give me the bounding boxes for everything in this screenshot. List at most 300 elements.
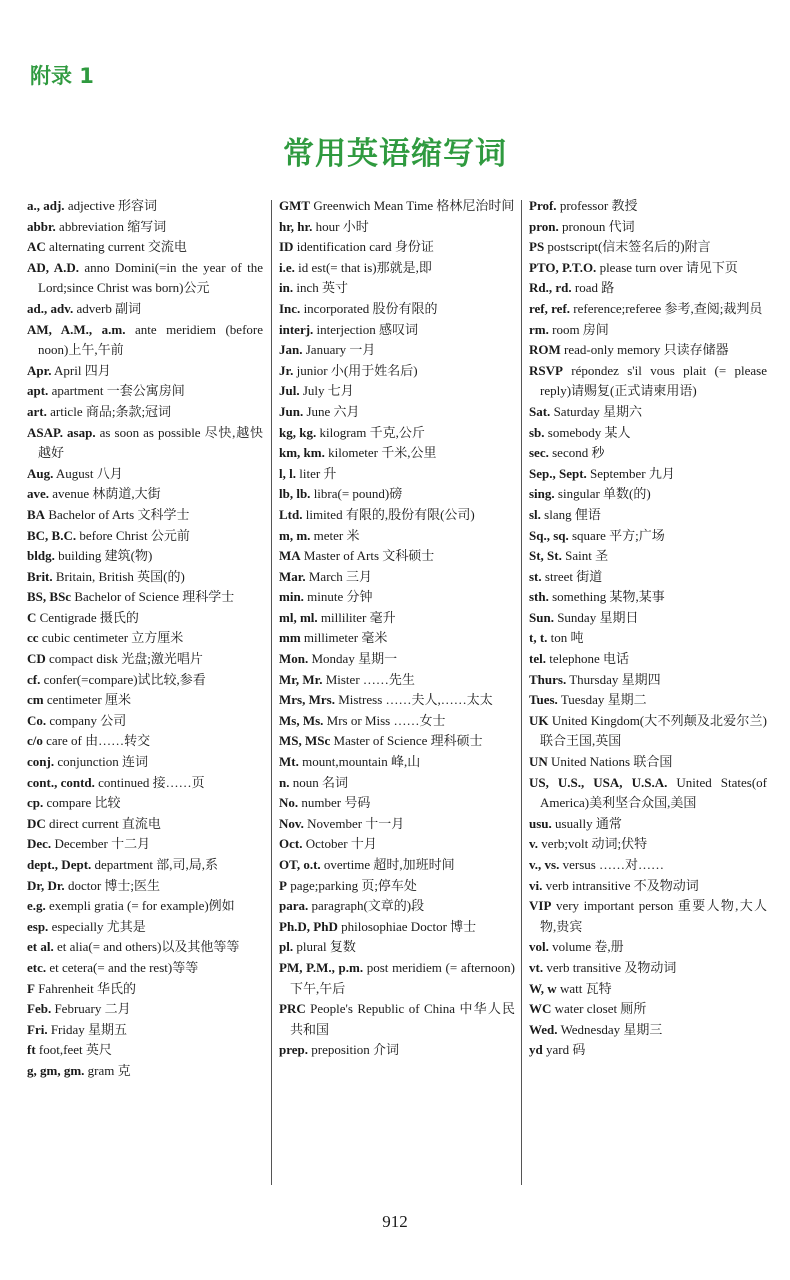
- abbreviation-term: conj.: [27, 754, 55, 770]
- abbreviation-entry: [529, 834, 767, 855]
- abbreviation-definition: please turn over 请见下页: [599, 259, 738, 275]
- abbreviation-entry: [529, 484, 767, 505]
- abbreviation-entry: [27, 649, 263, 670]
- abbreviation-entry: [27, 1040, 263, 1061]
- abbreviation-term: para.: [279, 898, 309, 914]
- abbreviation-entry: [279, 526, 515, 547]
- abbreviation-definition: November 十一月: [307, 815, 405, 831]
- abbreviation-definition: February 二月: [54, 1001, 131, 1017]
- abbreviation-term: Dec.: [27, 836, 52, 852]
- abbreviation-entry: [279, 443, 515, 464]
- abbreviation-definition: number 号码: [301, 795, 371, 811]
- abbreviation-definition: yard 码: [545, 1042, 586, 1058]
- abbreviation-definition: incorporated 股份有限的: [303, 300, 438, 316]
- abbreviation-entry: [27, 752, 263, 773]
- abbreviation-definition: kilogram 千克,公斤: [319, 424, 425, 440]
- abbreviation-entry: [529, 546, 767, 567]
- abbreviation-term: min.: [279, 589, 304, 605]
- abbreviation-term: interj.: [279, 321, 314, 337]
- abbreviation-definition: United Nations 联合国: [551, 754, 673, 770]
- abbreviation-definition: Monday 星期一: [311, 651, 398, 667]
- abbreviation-definition: millimeter 毫米: [303, 630, 388, 646]
- abbreviation-entry: [529, 896, 767, 937]
- abbreviation-definition: room 房间: [552, 321, 609, 337]
- abbreviation-entry: [27, 526, 263, 547]
- abbreviation-term: sl.: [529, 506, 541, 522]
- abbreviation-definition: inch 英寸: [296, 280, 348, 296]
- abbreviation-definition: People's Republic of China 中华人民共和国: [290, 1001, 516, 1037]
- appendix-label: 附录 1: [30, 64, 94, 88]
- abbreviation-definition: volume 卷,册: [552, 939, 624, 955]
- abbreviation-term: Mt.: [279, 754, 299, 770]
- abbreviation-term: st.: [529, 568, 542, 584]
- abbreviation-entry: [529, 690, 767, 711]
- abbreviation-entry: [529, 958, 767, 979]
- abbreviation-definition: March 三月: [308, 568, 373, 584]
- abbreviation-term: US, U.S., USA, U.S.A.: [529, 774, 668, 790]
- abbreviation-term: m, m.: [279, 527, 311, 543]
- abbreviation-entry: [27, 1020, 263, 1041]
- abbreviation-term: hr, hr.: [279, 218, 313, 234]
- abbreviation-term: W, w: [529, 980, 557, 996]
- abbreviation-term: Jan.: [279, 342, 303, 358]
- abbreviation-definition: Master of Science 理科硕士: [333, 733, 483, 749]
- abbreviation-definition: id est(= that is)那就是,即: [298, 259, 432, 275]
- abbreviation-entry: [529, 320, 767, 341]
- abbreviation-term: in.: [279, 280, 294, 296]
- abbreviation-entry: [27, 217, 263, 238]
- abbreviation-entry: [27, 937, 263, 958]
- abbreviation-term: Sq., sq.: [529, 527, 569, 543]
- abbreviation-term: Ltd.: [279, 506, 303, 522]
- abbreviation-definition: foot,feet 英尺: [38, 1042, 112, 1058]
- abbreviation-definition: December 十二月: [54, 836, 151, 852]
- abbreviation-definition: United Kingdom(大不列颠及北爱尔兰)联合王国,英国: [540, 712, 767, 749]
- abbreviation-entry: [279, 628, 515, 649]
- abbreviation-entry: [27, 505, 263, 526]
- abbreviation-entry: [27, 320, 263, 361]
- abbreviation-term: UK: [529, 712, 549, 728]
- abbreviation-entry: [529, 773, 767, 814]
- abbreviation-entry: [529, 814, 767, 835]
- abbreviation-term: AM, A.M., a.m.: [27, 321, 126, 337]
- abbreviation-definition: noun 名词: [292, 774, 348, 790]
- abbreviation-entry: [27, 793, 263, 814]
- abbreviation-term: Mon.: [279, 651, 309, 667]
- abbreviation-definition: adjective 形容词: [67, 198, 157, 213]
- abbreviation-entry: [27, 258, 263, 299]
- abbreviation-entry: [279, 917, 515, 938]
- abbreviation-term: MS, MSc: [279, 733, 331, 749]
- abbreviation-term: cc: [27, 630, 39, 646]
- abbreviation-entry: [279, 237, 515, 258]
- abbreviation-definition: junior 小(用于姓名后): [296, 362, 418, 378]
- abbreviation-definition: mount,mountain 峰,山: [302, 754, 421, 770]
- abbreviation-entry: [529, 299, 767, 320]
- abbreviation-entry: [529, 649, 767, 670]
- abbreviation-entry: [529, 670, 767, 691]
- page-title: 常用英语缩写词: [283, 136, 507, 172]
- abbreviation-definition: overtime 超时,加班时间: [323, 857, 455, 872]
- abbreviation-definition: article 商品;条款;冠词: [50, 403, 172, 419]
- abbreviation-term: Nov.: [279, 815, 304, 831]
- abbreviation-entry: [279, 855, 515, 876]
- abbreviation-entry: [529, 443, 767, 464]
- abbreviation-entry: [279, 896, 515, 917]
- abbreviation-term: Ph.D, PhD: [279, 918, 338, 934]
- abbreviation-entry: [529, 196, 767, 217]
- abbreviation-term: No.: [279, 795, 299, 811]
- abbreviation-term: ml, ml.: [279, 609, 318, 625]
- abbreviation-definition: reference;referee 参考,查阅;裁判员: [573, 300, 763, 316]
- abbreviation-entry: [279, 546, 515, 567]
- abbreviation-definition: usually 通常: [555, 815, 622, 831]
- abbreviation-term: etc.: [27, 959, 47, 975]
- abbreviation-term: CD: [27, 651, 46, 667]
- abbreviation-definition: identification card 身份证: [296, 239, 434, 255]
- abbreviation-term: ad., adv.: [27, 300, 74, 316]
- abbreviation-entry: [27, 587, 263, 608]
- abbreviation-definition: watt 瓦特: [559, 980, 612, 996]
- abbreviation-entry: [279, 505, 515, 526]
- abbreviation-entry: [529, 1040, 767, 1061]
- abbreviation-term: dept., Dept.: [27, 857, 92, 872]
- abbreviation-term: km, km.: [279, 445, 325, 461]
- abbreviation-definition: water closet 厕所: [554, 1001, 647, 1017]
- abbreviation-entry: [529, 526, 767, 547]
- abbreviation-entry: [529, 937, 767, 958]
- abbreviation-term: ref, ref.: [529, 300, 571, 316]
- abbreviation-entry: [27, 381, 263, 402]
- abbreviation-definition: preposition 介词: [311, 1042, 400, 1058]
- abbreviation-definition: pronoun 代词: [562, 218, 635, 234]
- abbreviation-definition: Master of Arts 文科硕士: [303, 548, 435, 564]
- abbreviation-term: vol.: [529, 939, 549, 955]
- abbreviation-term: Inc.: [279, 300, 301, 316]
- abbreviation-term: MA: [279, 548, 301, 564]
- abbreviation-definition: somebody 某人: [547, 424, 631, 440]
- abbreviation-entry: [27, 237, 263, 258]
- abbreviation-definition: philosophiae Doctor 博士: [341, 918, 477, 934]
- abbreviation-definition: répondez s'il vous plait (= please reply)请赐复(正式请柬用语): [540, 362, 767, 399]
- abbreviation-entry: [279, 731, 515, 752]
- page-number: 912: [382, 1212, 408, 1231]
- abbreviation-definition: Friday 星期五: [50, 1021, 128, 1037]
- abbreviation-definition: adverb 副词: [76, 300, 142, 316]
- abbreviation-entry: [279, 340, 515, 361]
- abbreviation-entry: [279, 834, 515, 855]
- abbreviation-term: P: [279, 877, 287, 893]
- abbreviation-definition: kilometer 千米,公里: [328, 445, 437, 461]
- abbreviation-entry: [529, 217, 767, 238]
- abbreviation-term: AC: [27, 239, 46, 255]
- abbreviation-entry: [27, 196, 263, 217]
- column-2: [279, 196, 515, 1061]
- abbreviation-definition: page;parking 页;停车处: [290, 877, 417, 893]
- abbreviation-term: vi.: [529, 877, 543, 893]
- abbreviation-definition: before Christ 公元前: [79, 527, 190, 543]
- abbreviation-entry: [27, 299, 263, 320]
- column-3: [529, 196, 767, 1061]
- abbreviation-definition: compare 比较: [46, 795, 121, 811]
- abbreviation-definition: doctor 博士;医生: [67, 877, 161, 893]
- abbreviation-term: vt.: [529, 959, 544, 975]
- abbreviation-term: pron.: [529, 218, 559, 234]
- abbreviation-definition: centimeter 厘米: [46, 692, 131, 708]
- abbreviation-term: BS, BSc: [27, 589, 72, 605]
- abbreviation-definition: Tuesday 星期二: [560, 692, 647, 708]
- abbreviation-definition: Wednesday 星期三: [560, 1021, 663, 1037]
- abbreviation-definition: continued 接……页: [98, 774, 205, 790]
- abbreviation-term: art.: [27, 403, 47, 419]
- abbreviation-definition: libra(= pound)磅: [313, 486, 403, 502]
- abbreviation-definition: June 六月: [306, 403, 360, 419]
- abbreviation-entry: [279, 567, 515, 588]
- abbreviation-term: yd: [529, 1042, 543, 1058]
- abbreviation-term: VIP: [529, 898, 552, 914]
- abbreviation-term: ft: [27, 1042, 36, 1058]
- abbreviation-entry: [529, 505, 767, 526]
- abbreviation-definition: anno Domini(=in the year of the Lord;since Christ was born)公元: [38, 259, 263, 296]
- abbreviation-definition: et cetera(= and the rest)等等: [49, 959, 199, 975]
- abbreviation-entry: [529, 711, 767, 752]
- abbreviation-entry: [529, 1020, 767, 1041]
- abbreviation-definition: department 部,司,局,系: [94, 857, 219, 872]
- abbreviation-term: ID: [279, 239, 294, 255]
- abbreviation-definition: Centigrade 摄氏的: [39, 609, 139, 625]
- abbreviation-term: F: [27, 980, 35, 996]
- abbreviation-entry: [529, 979, 767, 1000]
- abbreviation-entry: [27, 979, 263, 1000]
- abbreviation-entry: [529, 258, 767, 279]
- abbreviation-entry: [529, 628, 767, 649]
- abbreviation-definition: company 公司: [49, 712, 127, 728]
- abbreviation-definition: interjection 感叹词: [316, 321, 418, 337]
- abbreviation-term: Mrs, Mrs.: [279, 692, 335, 708]
- abbreviation-entry: [27, 814, 263, 835]
- abbreviation-definition: abbreviation 缩写词: [59, 218, 167, 234]
- abbreviation-term: OT, o.t.: [279, 857, 321, 872]
- abbreviation-entry: [27, 896, 263, 917]
- abbreviation-entry: [279, 464, 515, 485]
- abbreviation-entry: [279, 402, 515, 423]
- abbreviation-term: RSVP: [529, 362, 563, 378]
- abbreviation-term: GMT: [279, 198, 311, 213]
- abbreviation-term: ave.: [27, 486, 50, 502]
- abbreviation-entry: [529, 361, 767, 402]
- abbreviation-definition: confer(=compare)试比较,参看: [43, 671, 206, 687]
- abbreviation-term: Co.: [27, 712, 47, 728]
- abbreviation-entry: [279, 958, 515, 999]
- abbreviation-term: t, t.: [529, 630, 548, 646]
- abbreviation-term: Oct.: [279, 836, 303, 852]
- abbreviation-definition: Saturday 星期六: [553, 403, 643, 419]
- abbreviation-entry: [27, 876, 263, 897]
- abbreviation-entry: [279, 814, 515, 835]
- abbreviation-term: Thurs.: [529, 671, 567, 687]
- abbreviation-term: g, gm, gm.: [27, 1062, 85, 1078]
- abbreviation-entry: [529, 423, 767, 444]
- abbreviation-term: i.e.: [279, 259, 295, 275]
- abbreviation-term: tel.: [529, 651, 546, 667]
- abbreviation-definition: ton 吨: [550, 630, 584, 646]
- abbreviation-definition: United States(of America)美利坚合众国,美国: [540, 774, 767, 811]
- abbreviation-definition: Greenwich Mean Time 格林尼治时间: [313, 198, 515, 213]
- abbreviation-definition: July 七月: [302, 383, 354, 399]
- abbreviation-definition: plural 复数: [296, 939, 356, 955]
- abbreviation-term: Jun.: [279, 403, 304, 419]
- abbreviation-term: sb.: [529, 424, 545, 440]
- abbreviation-entry: [279, 773, 515, 794]
- abbreviation-term: ASAP. asap.: [27, 424, 96, 440]
- abbreviation-definition: compact disk 光盘;激光唱片: [49, 651, 203, 667]
- abbreviation-definition: Bachelor of Science 理科学士: [74, 589, 235, 605]
- abbreviation-term: Ms, Ms.: [279, 712, 324, 728]
- abbreviation-term: Mr, Mr.: [279, 671, 323, 687]
- abbreviation-entry: [279, 278, 515, 299]
- abbreviation-entry: [279, 1040, 515, 1061]
- abbreviation-term: Brit.: [27, 568, 53, 584]
- abbreviation-term: Jr.: [279, 362, 294, 378]
- abbreviation-term: Rd., rd.: [529, 280, 572, 296]
- abbreviation-definition: read-only memory 只读存储器: [564, 342, 729, 358]
- abbreviation-term: cf.: [27, 671, 41, 687]
- abbreviation-definition: Mrs or Miss ……女士: [326, 712, 446, 728]
- abbreviation-term: PM, P.M., p.m.: [279, 959, 364, 975]
- abbreviation-definition: verb;volt 动词;伏特: [541, 836, 648, 852]
- abbreviation-entry: [279, 587, 515, 608]
- abbreviation-term: et al.: [27, 939, 54, 955]
- abbreviation-entry: [279, 484, 515, 505]
- abbreviation-definition: Mistress ……夫人,……太太: [338, 692, 493, 708]
- abbreviation-entry: [27, 361, 263, 382]
- abbreviation-entry: [279, 999, 515, 1040]
- column-divider: [521, 200, 522, 1185]
- abbreviation-definition: building 建筑(物): [58, 548, 153, 564]
- abbreviation-definition: street 街道: [544, 568, 603, 584]
- abbreviation-definition: something 某物,某事: [552, 589, 665, 605]
- abbreviation-entry: [279, 320, 515, 341]
- abbreviation-definition: as soon as possible 尽快,越快越好: [38, 424, 264, 461]
- abbreviation-entry: [27, 628, 263, 649]
- abbreviation-term: St, St.: [529, 548, 562, 564]
- abbreviation-term: cp.: [27, 795, 44, 811]
- abbreviation-term: esp.: [27, 918, 49, 934]
- abbreviation-term: prep.: [279, 1042, 309, 1058]
- abbreviation-term: a., adj.: [27, 198, 65, 213]
- abbreviation-term: mm: [279, 630, 301, 646]
- abbreviation-definition: August 八月: [55, 465, 123, 481]
- abbreviation-entry: [279, 752, 515, 773]
- abbreviation-definition: ante meridiem (before noon)上午,午前: [38, 321, 264, 358]
- abbreviation-term: DC: [27, 815, 46, 831]
- abbreviation-columns: [27, 196, 767, 1196]
- abbreviation-term: abbr.: [27, 218, 56, 234]
- abbreviation-term: lb, lb.: [279, 486, 311, 502]
- abbreviation-term: Apr.: [27, 362, 52, 378]
- abbreviation-entry: [279, 876, 515, 897]
- abbreviation-definition: October 十月: [305, 836, 377, 852]
- abbreviation-entry: [279, 711, 515, 732]
- abbreviation-term: Dr, Dr.: [27, 877, 65, 893]
- abbreviation-definition: verb intransitive 不及物动词: [545, 877, 699, 893]
- abbreviation-definition: Saint 圣: [565, 548, 609, 564]
- abbreviation-term: C: [27, 609, 37, 625]
- abbreviation-definition: road 路: [574, 280, 615, 296]
- abbreviation-definition: exempli gratia (= for example)例如: [49, 898, 235, 914]
- abbreviation-definition: apartment 一套公寓房间: [51, 383, 185, 399]
- abbreviation-entry: [27, 484, 263, 505]
- abbreviation-entry: [529, 608, 767, 629]
- abbreviation-entry: [27, 1061, 263, 1082]
- abbreviation-definition: conjunction 连词: [57, 754, 148, 770]
- abbreviation-term: BA: [27, 506, 46, 522]
- abbreviation-term: sing.: [529, 486, 555, 502]
- abbreviation-definition: postscript(信末签名后的)附言: [547, 239, 711, 255]
- abbreviation-entry: [27, 546, 263, 567]
- abbreviation-definition: especially 尤其是: [51, 918, 146, 934]
- abbreviation-entry: [529, 876, 767, 897]
- abbreviation-definition: second 秒: [552, 445, 605, 461]
- abbreviation-term: c/o: [27, 733, 43, 749]
- column-divider: [271, 200, 272, 1185]
- abbreviation-entry: [27, 731, 263, 752]
- abbreviation-entry: [27, 690, 263, 711]
- abbreviation-entry: [27, 567, 263, 588]
- abbreviation-entry: [279, 217, 515, 238]
- abbreviation-term: Sep., Sept.: [529, 465, 587, 481]
- abbreviation-definition: Bachelor of Arts 文科学士: [48, 506, 190, 522]
- abbreviation-term: Prof.: [529, 198, 557, 213]
- abbreviation-entry: [279, 608, 515, 629]
- column-1: [27, 196, 263, 1082]
- abbreviation-definition: Thursday 星期四: [569, 671, 661, 687]
- abbreviation-definition: Sunday 星期日: [557, 609, 639, 625]
- abbreviation-definition: care of 由……转交: [46, 733, 151, 749]
- abbreviation-entry: [27, 773, 263, 794]
- abbreviation-definition: post meridiem (= afternoon)下午,午后: [290, 959, 515, 996]
- abbreviation-term: v.: [529, 836, 539, 852]
- abbreviation-entry: [529, 752, 767, 773]
- abbreviation-entry: [279, 196, 515, 217]
- abbreviation-definition: January 一月: [305, 342, 376, 358]
- abbreviation-entry: [529, 278, 767, 299]
- abbreviation-entry: [27, 834, 263, 855]
- abbreviation-definition: meter 米: [313, 527, 360, 543]
- abbreviation-definition: Mister ……先生: [325, 671, 415, 687]
- abbreviation-term: e.g.: [27, 898, 46, 914]
- abbreviation-term: UN: [529, 754, 548, 770]
- abbreviation-term: AD, A.D.: [27, 259, 79, 275]
- abbreviation-entry: [27, 423, 263, 464]
- abbreviation-definition: paragraph(文章的)段: [311, 898, 425, 914]
- abbreviation-definition: direct current 直流电: [49, 815, 161, 831]
- abbreviation-term: PRC: [279, 1001, 306, 1017]
- abbreviation-term: Aug.: [27, 465, 54, 481]
- abbreviation-entry: [27, 402, 263, 423]
- abbreviation-definition: versus ……对……: [562, 857, 665, 872]
- abbreviation-entry: [279, 649, 515, 670]
- abbreviation-term: pl.: [279, 939, 294, 955]
- abbreviation-term: Sat.: [529, 403, 551, 419]
- abbreviation-definition: September 九月: [590, 465, 675, 481]
- abbreviation-entry: [27, 855, 263, 876]
- abbreviation-definition: very important person 重要人物,大人物,贵宾: [540, 898, 767, 934]
- abbreviation-entry: [529, 402, 767, 423]
- abbreviation-term: sec.: [529, 445, 549, 461]
- abbreviation-definition: slang 俚语: [544, 506, 601, 522]
- abbreviation-definition: limited 有限的,股份有限(公司): [305, 506, 475, 522]
